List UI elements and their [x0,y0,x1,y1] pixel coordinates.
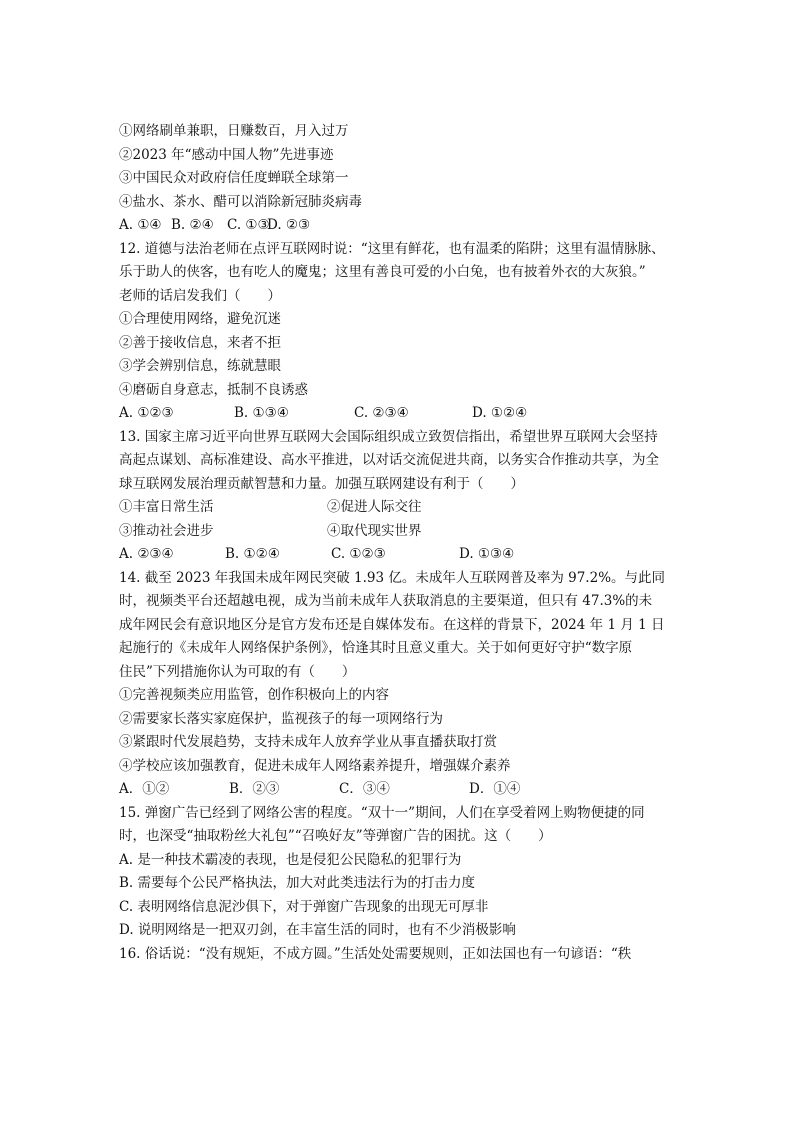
q13-stem-line-1: 13. 国家主席习近平向世界互联网大会国际组织成立致贺信指出，希望世界互联网大会坚持 [119,428,658,445]
q13-items-row-1 [119,496,675,520]
q16-stem-line-1: 16. 俗话说：“没有规矩，不成方圆。”生活处处需要规则，正如法国也有一句谚语：“秩 [119,945,632,962]
q14-stem-line-3: 成年网民会有意识地区分是官方发布还是自媒体发布。在这样的背景下，2024 年 1 月 1 日 [119,616,665,633]
q12-option-d: D. ①②④ [472,405,528,421]
question-13 [119,426,675,567]
q14-item-1: ①完善视频类应用监管，创作积极向上的内容 [119,687,389,703]
q12-item-1: ①合理使用网络，避免沉迷 [119,311,281,327]
q13-option-c: C. ①②③ [331,546,386,562]
q14-option-a: A．①② [119,781,170,797]
q11-item-1: ①网络刷单兼职，日赚数百，月入过万 [119,123,349,139]
q13-stem-line-3: 球互联网发展治理贡献智慧和力量。加强互联网建设有利于（ ） [119,475,524,492]
q11-option-b: B. ②④ [171,217,214,233]
question-16 [119,943,675,967]
q12-item-2: ②善于接收信息，来者不拒 [119,334,281,351]
q14-options [119,778,675,802]
question-15 [119,802,675,943]
question-11 [119,120,675,238]
q11-item-3: ③中国民众对政府信任度蝉联全球第一 [119,170,349,186]
q13-options [119,543,675,567]
q11-options [119,214,675,238]
q13-item-4: ④取代现实世界 [327,522,422,539]
q13-option-d: D. ①③④ [459,546,515,562]
q12-item-3: ③学会辨别信息，练就慧眼 [119,358,281,374]
q13-option-b: B. ①②④ [225,546,280,562]
q12-item-4: ④磨砺自身意志，抵制不良诱惑 [119,381,308,398]
q12-stem-line-1: 12. 道德与法治老师在点评互联网时说：“这里有鲜花，也有温柔的陷阱；这里有温情脉脉、 [119,240,665,257]
q13-item-3: ③推动社会进步 [119,522,214,539]
q15-option-c: C. 表明网络信息泥沙俱下，对于弹窗广告现象的出现无可厚非 [119,898,489,915]
q14-stem-line-4: 起施行的《未成年人网络保护条例》，恰逢其时且意义重大。关于如何更好守护“数字原 [119,640,633,656]
q15-option-b: B. 需要每个公民严格执法，加大对此类违法行为的打击力度 [119,875,476,891]
question-12 [119,238,675,426]
q11-option-d: D. ②③ [267,217,311,233]
q14-item-3: ③紧跟时代发展趋势，支持未成年人放弃学业从事直播获取打赏 [119,734,497,750]
q14-option-c: C．③④ [339,781,390,797]
q11-option-c: C. ①③ [227,217,270,233]
q13-stem-line-2: 高起点谋划、高标准建设、高水平推进，以对话交流促进共商，以务实合作推动共享，为全 [119,452,659,468]
q13-items-row-2 [119,520,675,544]
q13-item-1: ①丰富日常生活 [119,499,214,515]
q12-stem-line-2: 乐于助人的侠客，也有吃人的魔鬼；这里有善良可爱的小白兔，也有披着外衣的大灰狼。” [119,264,646,280]
q11-item-4: ④盐水、茶水、醋可以消除新冠肺炎病毒 [119,193,362,210]
q11-option-a: A. ①④ [119,217,162,233]
q12-option-c: C. ②③④ [354,405,409,421]
q14-stem-line-5: 住民”下列措施你认为可取的有（ ） [119,663,356,680]
q14-stem-line-2: 时，视频类平台还超越电视，成为当前未成年人获取消息的主要渠道，但只有 47.3%的未 [119,593,653,609]
q14-item-4: ④学校应该加强教育，促进未成年人网络素养提升，增强媒介素养 [119,757,511,774]
q15-stem-line-2: 时，也深受“抽取粉丝大礼包”“召唤好友”等弹窗广告的困扰。这（ ） [119,828,552,844]
question-content [119,120,675,966]
q12-options [119,402,675,426]
q12-option-a: A. ①②③ [119,405,174,421]
q13-item-2: ②促进人际交往 [327,499,422,515]
q12-option-b: B. ①③④ [234,405,289,421]
q14-stem-line-1: 14. 截至 2023 年我国未成年网民突破 1.93 亿。未成年人互联网普及率为 97.2%。与此同 [119,569,666,586]
q11-item-2: ②2023 年“感动中国人物”先进事迹 [119,146,334,163]
question-14 [119,567,675,802]
q13-option-a: A. ②③④ [119,546,174,562]
q14-option-d: D．①④ [469,781,521,797]
q14-option-b: B．②③ [229,781,280,797]
q15-stem-line-1: 15. 弹窗广告已经到了网络公害的程度。“双十一”期间，人们在享受着网上购物便捷的同 [119,804,645,821]
q12-stem-line-3: 老师的话启发我们（ ） [119,287,281,304]
q14-item-2: ②需要家长落实家庭保护，监视孩子的每一项网络行为 [119,710,443,727]
q15-option-d: D. 说明网络是一把双刃剑，在丰富生活的同时，也有不少消极影响 [119,922,516,938]
q15-option-a: A. 是一种技术霸凌的表现，也是侵犯公民隐私的犯罪行为 [119,851,462,868]
